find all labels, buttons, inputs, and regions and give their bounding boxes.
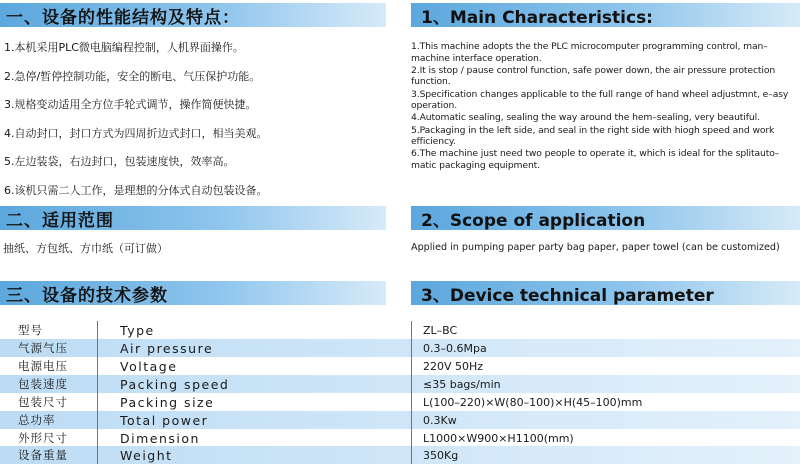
spec-row — [0, 321, 800, 339]
spec-label-zh: 型号 — [18, 323, 43, 337]
spec-label-en: Weight — [120, 447, 173, 463]
section-heading-specs-zh: 三、设备的技术参数 — [0, 281, 386, 305]
spec-label-zh: 电源电压 — [18, 359, 68, 373]
spec-label-zh: 包装速度 — [18, 377, 68, 391]
spec-row — [0, 446, 800, 464]
spec-label-zh: 外形尺寸 — [18, 431, 68, 445]
feature-item-en: 3.Specification changes applicable to the full range of hand wheel adjustmnt, e–asy operation. — [411, 88, 789, 112]
spec-value: 0.3Kw — [423, 413, 457, 427]
section-heading-scope-en: 2、Scope of application — [411, 206, 800, 230]
table-divider — [411, 321, 412, 464]
scope-text-en: Applied in pumping paper party bag paper, paper towel (can be customized) — [411, 242, 780, 253]
spec-label-en: Total power — [120, 412, 209, 428]
spec-value: ≤35 bags/min — [423, 377, 501, 391]
feature-item-zh: 4.自动封口，封口方式为四周折边式封口，相当美观。 — [4, 126, 268, 140]
spec-label-en: Air pressure — [120, 340, 214, 356]
feature-item-en: 4.Automatic sealing, sealing the way around the hem–sealing, very beautiful. — [411, 112, 760, 124]
spec-label-zh: 设备重量 — [18, 448, 68, 462]
feature-item-en: 5.Packaging in the left side, and seal in the right side with hiogh speed and work efficiency. — [411, 124, 775, 148]
spec-value: L(100–220)×W(80–100)×H(45–100)mm — [423, 395, 643, 409]
feature-item-zh: 3.规格变动适用全方位手轮式调节，操作简便快捷。 — [4, 98, 257, 111]
spec-row — [0, 375, 800, 393]
spec-row — [0, 393, 800, 411]
spec-row — [0, 339, 800, 357]
spec-value: 0.3–0.6Mpa — [423, 341, 487, 355]
section-heading-specs-en: 3、Device technical parameter — [411, 281, 800, 305]
spec-label-en: Voltage — [120, 358, 178, 374]
feature-item-en: 2.It is stop / pause control function, safe power down, the air pressure protection function. — [411, 64, 776, 88]
section-heading-features-zh: 一、设备的性能结构及特点： — [0, 3, 386, 27]
spec-label-zh: 包装尺寸 — [18, 395, 68, 409]
spec-label-en: Packing size — [120, 394, 215, 410]
spec-value: L1000×W900×H1100(mm) — [423, 431, 574, 445]
spec-label-zh: 总功率 — [18, 413, 56, 427]
spec-value: 350Kg — [423, 448, 459, 462]
feature-item-zh: 6.该机只需二人工作，是理想的分体式自动包装设备。 — [4, 183, 268, 197]
spec-value: 220V 50Hz — [423, 359, 484, 373]
section-heading-scope-zh: 二、适用范围 — [0, 206, 386, 230]
spec-label-en: Type — [120, 322, 155, 338]
feature-item-zh: 5.左边装袋，右边封口，包装速度快，效率高。 — [4, 155, 235, 168]
spec-row — [0, 357, 800, 375]
spec-label-zh: 气源气压 — [18, 341, 68, 355]
features-list-en — [411, 41, 798, 172]
section-heading-features-en: 1、Main Characteristics: — [411, 3, 800, 27]
spec-row — [0, 411, 800, 429]
spec-value: ZL–BC — [423, 323, 458, 337]
scope-text-zh: 抽纸、方包纸、方巾纸（可订做） — [3, 242, 168, 255]
feature-item-en: 1.This machine adopts the the PLC microcomputer programming control, man–machine interface operation. — [411, 41, 768, 64]
feature-item-en: 6.The machine just need two people to operate it, which is ideal for the splitauto–matic packaging equipment. — [411, 148, 780, 171]
table-divider — [97, 321, 98, 464]
spec-label-en: Packing speed — [120, 376, 230, 392]
features-list-zh — [4, 41, 384, 212]
feature-item-zh: 1.本机采用PLC微电脑编程控制，人机界面操作。 — [4, 41, 244, 54]
feature-item-zh: 2.急停/暂停控制功能，安全的断电、气压保护功能。 — [4, 69, 261, 83]
spec-row — [0, 429, 800, 447]
spec-label-en: Dimension — [120, 430, 200, 446]
